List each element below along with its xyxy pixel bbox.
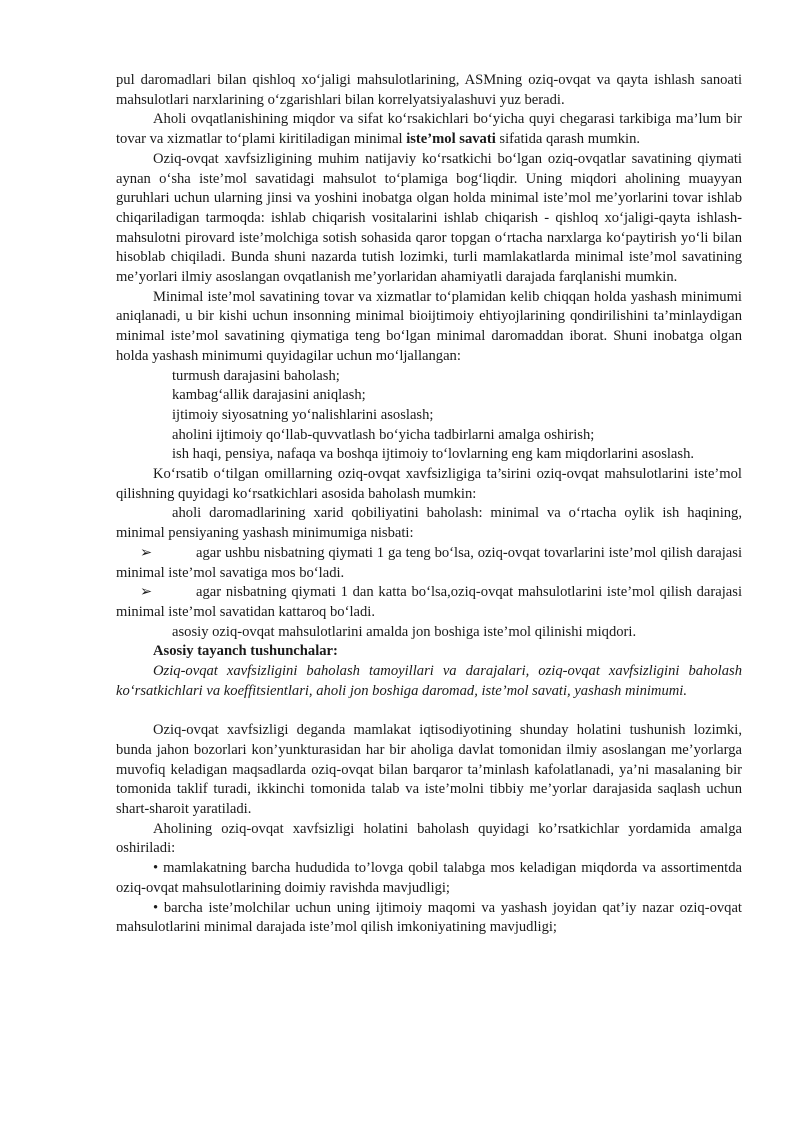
bullet-item: • mamlakatning barcha hududida to’lovga qobil talabga mos keladigan miqdorda va assortimentda oziq-ovqat mahsulotlarining doimiy ravishda mavjudligi; bbox=[116, 860, 742, 896]
paragraph-text: Aholi ovqatlanishining miqdor va sifat ko‘rsakichlari bo‘yicha quyi chegarasi tarkibiga ma’lum bir tovar va xizmatlar to‘plami kiritiladigan minimal bbox=[116, 111, 742, 148]
paragraph-purchasing-power: aholi daromadlarining xarid qobiliyatini baholash: minimal va o‘rtacha oylik ish haqining, minimal pensiyaning yashash minimumiga nisbati: bbox=[116, 505, 742, 542]
paragraph-food-security-indicator: Oziq-ovqat xavfsizligining muhim natijaviy ko‘rsatkichi bo‘lgan oziq-ovqatlar savatining qiymati aynan o‘sha iste’mol savatidagi mahsulot to‘plamiga bog‘liqdir. Uning miqdori aholining muayyan guruhlari uchun ularning jinsi va yoshini inobatga olgan holda minimal iste’mol me’yorlarini tovar ishlab chiqariladigan tarmoqda: ishlab chiqarish vositalarini ishlab chiqarish - qishloq xo‘jaligi-qayta ishlash-mahsulotni pirovard iste’molchiga sotish sohasida qaror topgan o‘rtacha narxlarga ko‘paytirish yo‘li bilan hisoblab chiqiladi. Bunda shuni nazarda tutish lozimki, turli mamlakatlarda minimal iste’mol savatining me’yorlari ilmiy asoslangan ovqatlanish me’yorlaridan ahamiyatli darajada farqlanishi mumkin. bbox=[116, 150, 742, 286]
list-item: turmush darajasini baholash; bbox=[172, 367, 340, 384]
arrow-list-item bbox=[116, 583, 742, 622]
list-item: ish haqi, pensiya, nafaqa va boshqa ijtimoiy to‘lovlarning eng kam miqdorlarini asoslash. bbox=[172, 446, 695, 463]
list-item: aholini ijtimoiy qo‘llab-quvvatlash bo‘yicha tadbirlarni amalga oshirish; bbox=[172, 426, 595, 443]
paragraph-food-security-definition: Oziq-ovqat xavfsizligi deganda mamlakat iqtisodiyotining shunday holatini tushunish lozimki, bunda jahon bozorlari kon’yunkturasidan har bir aholiga davlat tomonidan ilmiy asoslangan me’yorlarga muvofiq keladigan maqsadlarda oziq-ovqat bilan barqaror ta’minlash kafolatlanadi, ya’ni masalaning bir tomonida taklif turadi, ikkinchi tomonida talab va iste’molni tibbiy me’yorlar darajasida saqlash uchun shart-sharoit yaratiladi. bbox=[116, 722, 742, 817]
paragraph-assessment-indicators: Aholining oziq-ovqat xavfsizligi holatini baholash quyidagi ko’rsatkichlar yordamida amalga oshiriladi: bbox=[116, 820, 742, 857]
bold-term-consumer-basket: iste’mol savati bbox=[406, 131, 496, 148]
spacer bbox=[116, 702, 742, 722]
arrow-list-item bbox=[116, 544, 742, 583]
document-page bbox=[116, 71, 742, 938]
keywords-paragraph: Oziq-ovqat xavfsizligini baholash tamoyillari va darajalari, oziq-ovqat xavfsizligini baholash ko‘rsatkichlari va koeffitsientlari, aholi jon boshiga daromad, iste’mol savati, yashash minimumi. bbox=[116, 663, 742, 699]
section-heading-key-concepts: Asosiy tayanch tushunchalar: bbox=[153, 643, 338, 660]
arrow-item-text: agar nisbatning qiymati 1 dan katta bo‘lsa,oziq-ovqat mahsulotlarini iste’mol qilish darajasi minimal iste’mol savatidan kattaroq bo‘ladi. bbox=[116, 584, 742, 620]
list-item: ijtimoiy siyosatning yo‘nalishlarini asoslash; bbox=[172, 406, 434, 423]
list-item: kambag‘allik darajasini aniqlash; bbox=[172, 387, 366, 404]
arrow-bullet-icon: ➢ bbox=[140, 544, 153, 561]
paragraph-intro-continuation: pul daromadlari bilan qishloq xo‘jaligi mahsulotlarining, ASMning oziq-ovqat va qayta ishlash sanoati mahsulotlari narxlarining o‘zgarishlari bilan korrelyatsiyalashuvi yuz beradi. bbox=[116, 72, 742, 108]
arrow-bullet-icon: ➢ bbox=[140, 584, 153, 601]
paragraph-per-capita-consumption: asosiy oziq-ovqat mahsulotlarini amalda jon boshiga iste’mol qilinishi miqdori. bbox=[172, 623, 637, 640]
paragraph-text: sifatida qarash mumkin. bbox=[495, 131, 641, 148]
bullet-item: • barcha iste’molchilar uchun uning ijtimoiy maqomi va yashash joyidan qat’iy nazar oziq-ovqat mahsulotlarini minimal darajada iste’mol qilish imkoniyatining mavjudligi; bbox=[116, 899, 742, 936]
paragraph-factors: Ko‘rsatib o‘tilgan omillarning oziq-ovqat xavfsizligiga ta’sirini oziq-ovqat mahsulotlarini iste’mol qilishning quyidagi ko‘rsatkichlari asosida baholash mumkin: bbox=[116, 466, 742, 502]
paragraph-consumer-basket bbox=[116, 110, 742, 149]
paragraph-subsistence-minimum: Minimal iste’mol savatining tovar va xizmatlar to‘plamidan kelib chiqqan holda yashash minimumi aniqlanadi, u bir kishi uchun insonning minimal bioijtimoiy ehtiyojlarining qondirilishini ta’minlaydigan minimal iste’mol savatining qiymatiga teng bo‘lgan minimal daromaddan iborat. Shuni inobatga olgan holda yashash minimumi quyidagilar uchun mo‘ljallangan: bbox=[116, 288, 742, 364]
arrow-item-text: agar ushbu nisbatning qiymati 1 ga teng bo‘lsa, oziq-ovqat tovarlarini iste’mol qilish darajasi minimal iste’mol savatiga mos bo‘ladi. bbox=[116, 544, 742, 581]
purpose-list bbox=[116, 367, 742, 466]
